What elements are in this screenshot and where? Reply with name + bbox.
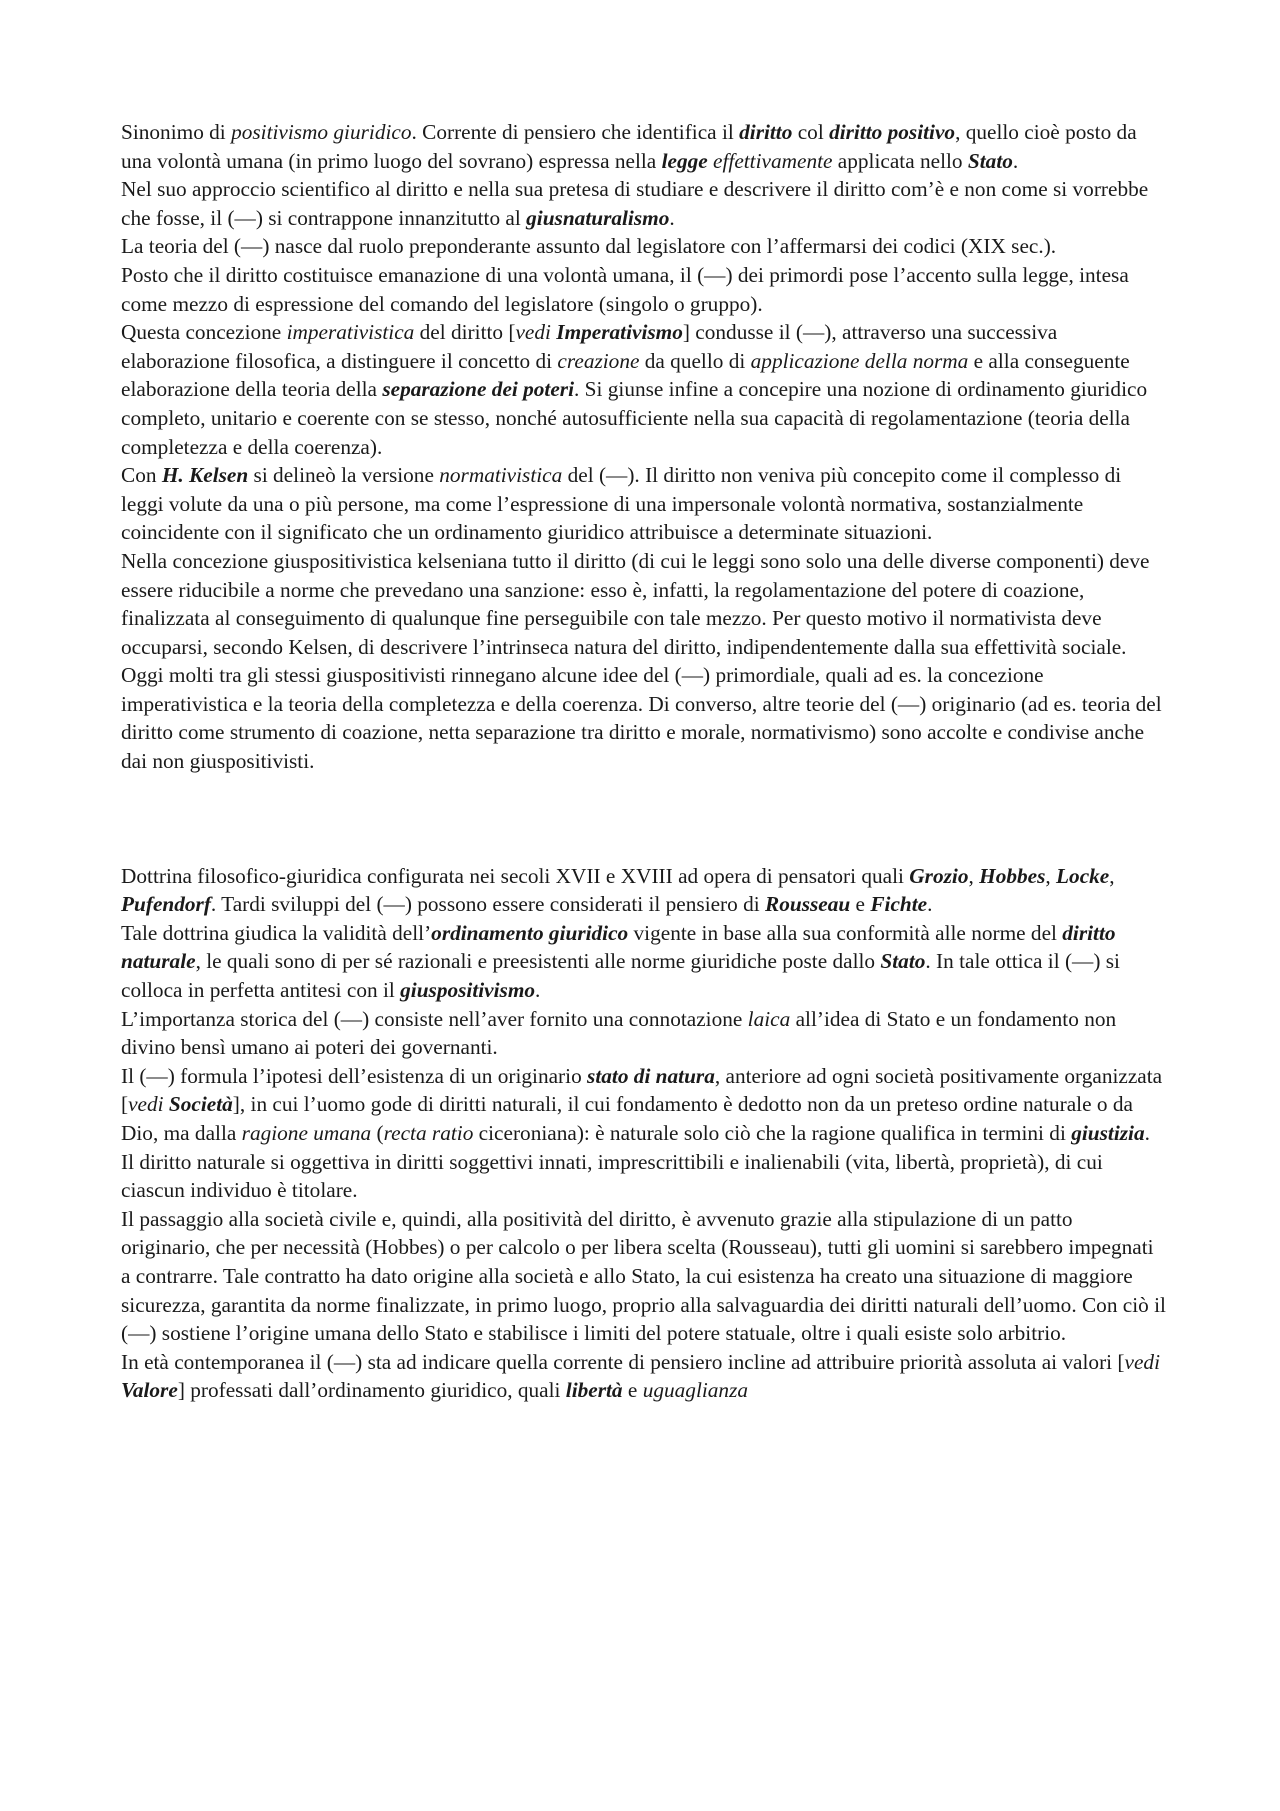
text-run: ciceroniana): è naturale solo ciò che la ragione qualifica in termini di [473,1121,1072,1145]
paragraph [121,1005,1166,1062]
keyword: Hobbes [979,863,1046,888]
italic-term: laica [747,1006,791,1031]
italic-term: vedi [128,1092,164,1117]
paragraph [121,261,1166,318]
keyword: Imperativismo [556,320,683,345]
text-run: . Si giunse infine a concepire una nozione di ordinamento giuridico completo, unitario e coerente con se stesso, nonché autosufficiente nella sua capacità di regolamentazione (teoria della completezza e della coerenza). [121,377,1148,459]
text-run: Tale dottrina giudica la validità dell’ [121,920,432,945]
text-run: applicata nello [832,148,968,173]
paragraph [121,461,1166,547]
text-run: , le quali sono di per sé razionali e preesistenti alle norme giuridiche poste dallo [195,949,881,974]
keyword: Valore [121,1378,178,1403]
text-run: e alla conseguente elaborazione della teoria della [121,348,1130,402]
italic-term: creazione [557,348,640,373]
paragraph [121,175,1166,232]
text-run: Il (—) formula l’ipotesi dell’esistenza di un originario [121,1063,588,1088]
text-run: e [850,892,871,917]
section-giusnaturalismo [121,862,1166,1405]
text-run: . Corrente di pensiero che identifica il [411,120,740,144]
text-run: . Il diritto naturale si oggettiva in diritti soggettivi innati, imprescrittibili e inalienabili (vita, libertà, proprietà), di cui ciascun individuo è titolare. [121,1121,1150,1203]
text-run: e [622,1378,643,1403]
text-run: . [1012,148,1019,173]
keyword: libertà [565,1378,623,1403]
paragraph [121,1205,1166,1348]
text-run: Nel suo approccio scientifico al diritto e nella sua pretesa di studiare e descrivere il diritto com’è e non come si vorrebbe che fosse, il (—) si contrappone innanzitutto al [121,177,1149,230]
italic-term: effettivamente [713,148,833,173]
keyword: giuspositivismo [400,978,536,1003]
text-run: Dottrina filosofico-giuridica configurata nei secoli XVII e XVIII ad opera di pensatori quali [121,863,910,888]
italic-term: ragione umana [241,1121,372,1145]
paragraph [121,1062,1166,1205]
text-run: L’importanza storica del (—) consiste nell’aver fornito una connotazione [121,1006,748,1031]
italic-term: recta ratio [383,1121,474,1145]
text-run: . In tale ottica il (—) si colloca in perfetta antitesi con il [121,949,1120,1003]
keyword: ordinamento giuridico [431,920,629,945]
text-run: Posto che il diritto costituisce emanazione di una volontà umana, il (—) dei primordi pose l’accento sulla legge, intesa come mezzo di espressione del comando del legislatore (singolo o gruppo). [121,262,1129,316]
italic-term: applicazione della norma [750,348,969,373]
text-run: da quello di [639,348,751,373]
text-run: Oggi molti tra gli stessi giuspositivisti rinnegano alcune idee del (—) primordiale, quali ad es. la concezione imperativistica e la teoria della completezza e della coerenza. Di converso, altre teorie del (—) originario (ad es. teoria del diritto come strumento di coazione, netta separazione tra diritto e morale, normativismo) sono accolte e condivise anche dai non giuspositivisti. [121,663,1162,774]
text-run: Sinonimo di [121,120,232,144]
paragraph [121,118,1166,175]
text-run: . [669,205,675,230]
text-run: , [1109,863,1115,888]
text-run: , [1045,863,1057,888]
keyword: Pufendorf [121,892,211,917]
keyword: giusnaturalismo [526,205,670,230]
keyword: separazione dei poteri [382,377,575,402]
paragraph [121,661,1166,775]
text-run: ( [371,1121,384,1145]
text-run: , quello cioè posto da una volontà umana (in primo luogo del sovrano) espressa nella [121,120,1137,173]
keyword: stato di natura [587,1063,715,1088]
text-run: Il passaggio alla società civile e, quindi, alla positività del diritto, è avvenuto grazie alla stipulazione di un patto originario, che per necessità (Hobbes) o per calcolo o per libera scelta (Rousseau), tutti gli uomini si sarebbero impegnati a contrarre. Tale contratto ha dato origine alla società e allo Stato, la cui esistenza ha creato una situazione di maggiore sicurezza, garantita da norme finalizzate, in primo luogo, proprio alla salvaguardia dei diritti naturali dell’uomo. Con ciò il (—) sostiene l’origine umana dello Stato e stabilisce i limiti del potere statuale, oltre i quali esiste solo arbitrio. [121,1206,1166,1346]
keyword: Stato [880,949,926,974]
text-run: Nella concezione giuspositivistica kelseniana tutto il diritto (di cui le leggi sono solo una delle diverse componenti) deve essere riducibile a norme che prevedano una sanzione: esso è, infatti, la regolamentazione del potere di coazione, finalizzata al conseguimento di qualunque fine perseguibile con tale mezzo. Per questo motivo il normativista deve occuparsi, secondo Kelsen, di descrivere l’intrinseca natura del diritto, indipendentemente dalla sua effettività sociale. [121,548,1150,659]
text-run: In età contemporanea il (—) sta ad indicare quella corrente di pensiero incline ad attribuire priorità assoluta ai valori [ [121,1349,1125,1374]
keyword: Grozio [909,863,969,888]
document-page [121,118,1166,1405]
keyword: Società [168,1092,233,1117]
text-run: . [535,978,541,1003]
text-run: col [792,120,830,144]
paragraph [121,1348,1166,1405]
keyword: Stato [967,148,1013,173]
keyword: legge [661,148,708,173]
section-gap [121,776,1166,862]
italic-term: uguaglianza [642,1378,749,1403]
text-run: ] professati dall’ordinamento giuridico, quali [177,1378,566,1403]
text-run: , [968,863,980,888]
keyword: diritto positivo [829,120,956,144]
text-run: Questa concezione [121,320,287,345]
paragraph [121,862,1166,919]
paragraph [121,547,1166,661]
text-run: si delineò la versione [248,463,440,488]
text-run: , anteriore ad ogni società positivamente organizzata [ [121,1063,1163,1117]
keyword: diritto naturale [121,920,1116,974]
text-run: Con [121,463,162,488]
paragraph [121,232,1166,261]
text-run: vigente in base alla sua conformità alle norme del [628,920,1063,945]
keyword: giustizia [1071,1121,1145,1145]
section-giuspositivismo [121,118,1166,776]
italic-term: vedi [515,320,551,345]
keyword: Rousseau [765,892,851,917]
text-run: del diritto [ [414,320,516,345]
keyword: diritto [739,120,793,144]
text-run: . [927,892,933,917]
keyword: H. Kelsen [161,463,249,488]
italic-term: vedi [1124,1349,1160,1374]
text-run: all’idea di Stato e un fondamento non divino bensì umano ai poteri dei governanti. [121,1006,1117,1060]
paragraph [121,318,1166,461]
keyword: Fichte [870,892,928,917]
text-run: La teoria del (—) nasce dal ruolo preponderante assunto dal legislatore con l’affermarsi dei codici (XIX sec.). [121,234,1057,259]
italic-term: normativistica [439,463,563,488]
paragraph [121,919,1166,1005]
text-run: . Tardi sviluppi del (—) possono essere considerati il pensiero di [210,892,766,917]
italic-term: positivismo giuridico [231,120,412,144]
keyword: Locke [1056,863,1110,888]
italic-term: imperativistica [286,320,415,345]
text-run: del (—). Il diritto non veniva più concepito come il complesso di leggi volute da una o più persone, ma come l’espressione di una impersonale volontà normativa, sostanzialmente coincidente con il significato che un ordinamento giuridico attribuisce a determinate situazioni. [121,463,1122,545]
text-run: ], in cui l’uomo gode di diritti naturali, il cui fondamento è dedotto non da un preteso ordine naturale o da Dio, ma dalla [121,1092,1133,1145]
text-run: ] condusse il (—), attraverso una successiva elaborazione filosofica, a distinguere il concetto di [121,320,1058,373]
